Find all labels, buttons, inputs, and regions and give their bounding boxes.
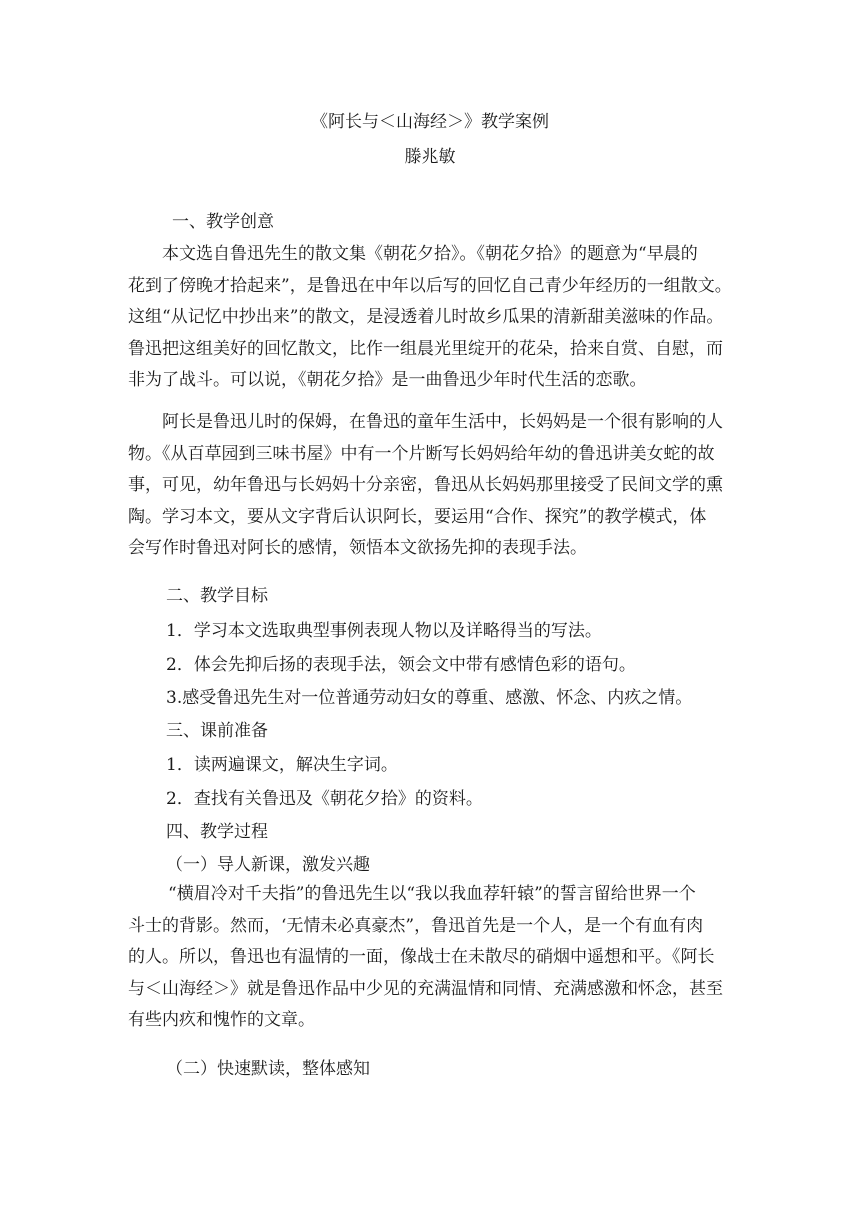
paragraph-line: “横眉冷对千夫指”的鲁迅先生以“我以我血荐轩辕”的誓言留给世界一个 [168, 884, 696, 904]
paragraph-line: 会写作时鲁迅对阿长的感情，领悟本文欲扬先抑的表现手法。 [128, 538, 587, 559]
section-heading-preparation: 三、课前准备 [166, 721, 268, 741]
paragraph-ah-chang [128, 407, 734, 565]
paragraph-line: 与＜山海经＞》就是鲁迅作品中少见的充满温情和同情、充满感激和怀念，甚至 [128, 978, 723, 999]
paragraph-line: 鲁迅把这组美好的回忆散文，比作一组晨光里绽开的花朵，拾来自赏、自慰，而 [128, 338, 723, 359]
goal-item: 1．学习本文选取典型事例表现人物以及详略得当的写法。 [166, 621, 602, 641]
paragraph-line: 的人。所以，鲁迅也有温情的一面，像战士在未散尽的硝烟中遥想和平。《阿长 [128, 947, 715, 968]
paragraph-line: 非为了战斗。可以说，《朝花夕拾》是一曲鲁迅少年时代生活的恋歌。 [128, 370, 647, 391]
paragraph-line: 阿长是鲁迅儿时的保姆，在鲁迅的童年生活中，长妈妈是一个很有影响的人 [162, 412, 723, 432]
document-author: 滕兆敏 [404, 147, 456, 167]
preparation-item: 1．读两遍课文，解决生字词。 [166, 755, 398, 775]
section-heading-teaching-goals: 二、教学目标 [166, 586, 268, 606]
paragraph-line: 斗士的背影。然而，‘无情未必真豪杰”，鲁迅首先是一个人，是一个有血有肉 [128, 915, 704, 936]
paragraph-line: 花到了傍晚才拾起来”，是鲁迅在中年以后写的回忆自己青少年经历的一组散文。 [128, 275, 732, 296]
paragraph-line: 这组“从记忆中抄出来”的散文，是浸透着儿时故乡瓜果的清新甜美滋味的作品。 [128, 307, 724, 328]
subsection-heading-silent-reading: （二）快速默读，整体感知 [166, 1059, 370, 1079]
goal-item: 3.感受鲁迅先生对一位普通劳动妇女的尊重、感激、怀念、内疚之情。 [166, 688, 693, 708]
paragraph-line: 本文选自鲁迅先生的散文集《朝花夕拾》。《朝花夕拾》的题意为“早晨的 [162, 244, 698, 264]
section-heading-teaching-idea: 一、教学创意 [172, 212, 274, 232]
section-heading-teaching-process: 四、教学过程 [166, 822, 268, 842]
goal-item: 2．体会先抑后扬的表现手法，领会文中带有感情色彩的语句。 [166, 655, 636, 675]
paragraph-line: 事，可见，幼年鲁迅与长妈妈十分亲密，鲁迅从长妈妈那里接受了民间文学的熏 [128, 475, 723, 496]
preparation-item: 2．查找有关鲁迅及《朝花夕拾》的资料。 [166, 789, 483, 809]
paragraph-line: 物。《从百草园到三味书屋》中有一个片断写长妈妈给年幼的鲁迅讲美女蛇的故 [128, 443, 715, 464]
paragraph-intro [128, 239, 734, 397]
paragraph-introduction [128, 879, 734, 1037]
subsection-heading-introduction: （一）导人新课，激发兴趣 [166, 855, 370, 875]
document-title: 《阿长与＜山海经＞》教学案例 [311, 112, 549, 132]
paragraph-line: 有些内疚和愧怍的文章。 [128, 1010, 315, 1031]
paragraph-line: 陶。学习本文，要从文字背后认识阿长，要运用“合作、探究”的教学模式，体 [128, 506, 707, 527]
